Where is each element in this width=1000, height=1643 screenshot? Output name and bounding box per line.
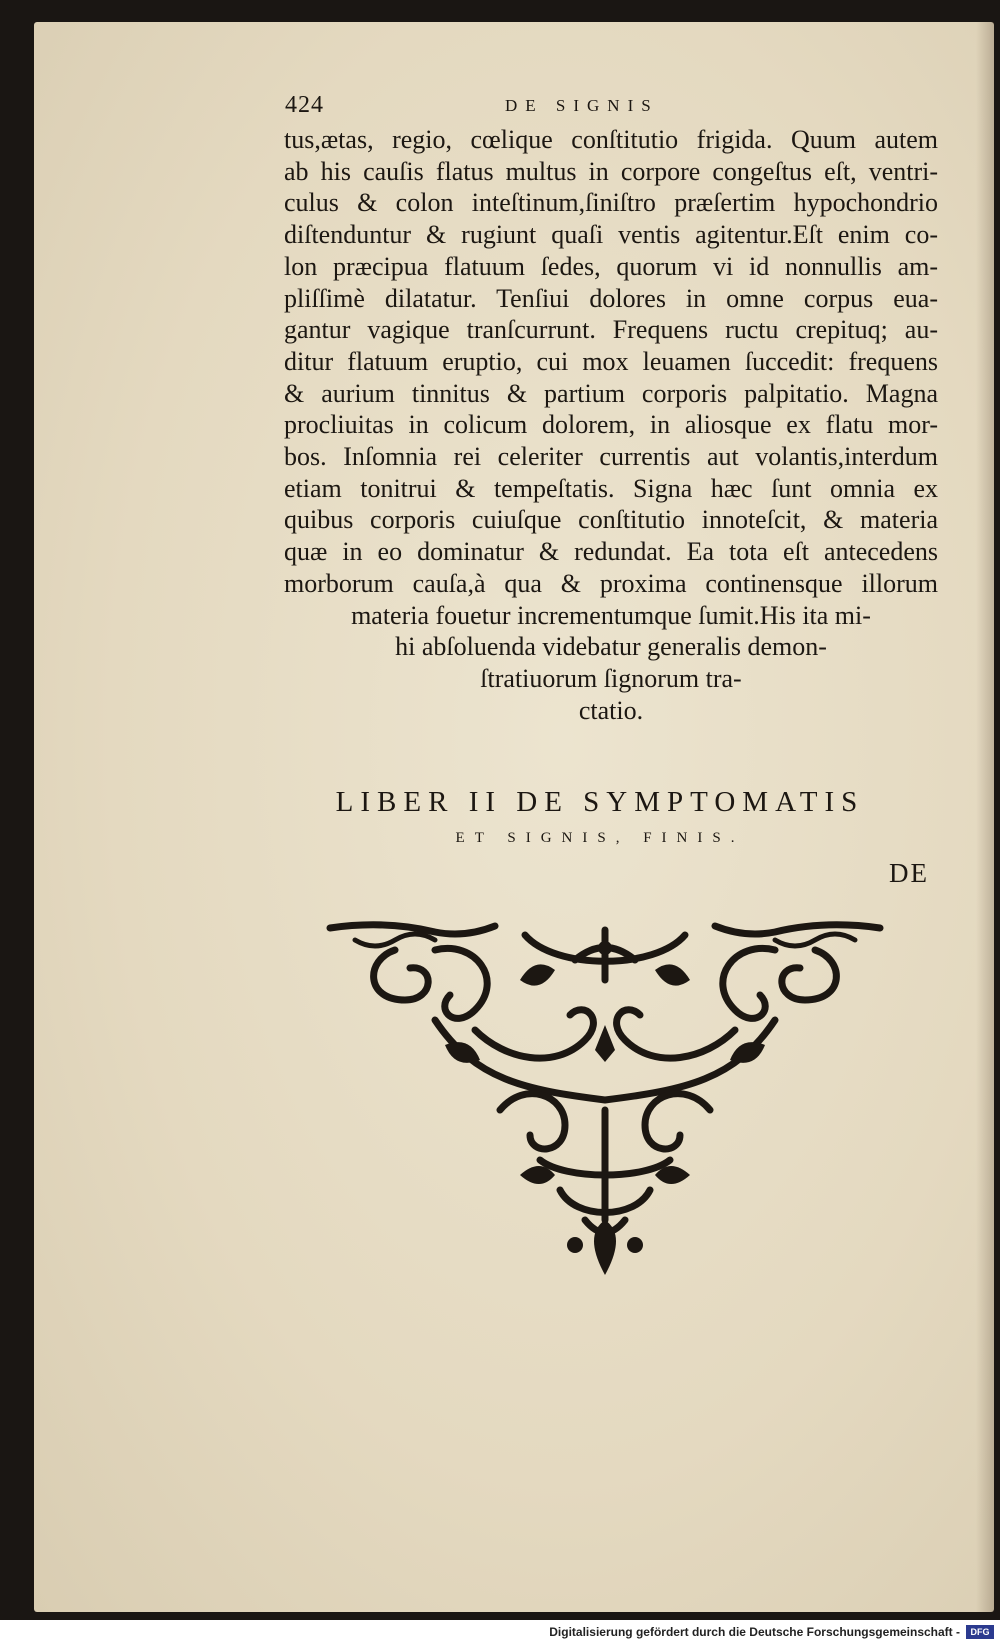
text-line: etiam tonitrui & tempeſtatis. Signa hæc ſunt omnia ex	[284, 473, 938, 503]
text-line: ditur flatuum eruptio, cui mox leuamen ſuccedit: frequens	[284, 346, 938, 376]
text-line: procliuitas in colicum dolorem, in aliosque ex flatu mor-	[284, 410, 938, 440]
running-head-title: DE SIGNIS	[505, 96, 659, 115]
book-end-subtitle: ET SIGNIS, FINIS.	[455, 830, 745, 846]
text-line: diſtenduntur & rugiunt quaſi ventis agitentur.Eſt enim co-	[284, 220, 938, 250]
text-line: ab his cauſis flatus multus in corpore congeſtus eſt, ventri-	[284, 156, 938, 186]
dfg-logo-icon: DFG	[966, 1625, 994, 1639]
catchword: DE	[889, 858, 929, 888]
running-head	[285, 92, 705, 120]
page-edge-shadow	[976, 22, 994, 1612]
text-line: pliſſimè dilatatur. Tenſiui dolores in omne corpus eua-	[284, 283, 938, 313]
text-line: culus & colon inteſtinum,ſiniſtro præſertim hypochondrio	[284, 188, 938, 218]
funding-notice: Digitalisierung gefördert durch die Deutsche Forschungsgemeinschaft -	[549, 1625, 960, 1639]
text-line: quibus corporis cuiuſque conſtitutio innoteſcit, & materia	[284, 505, 938, 535]
text-line: tus,ætas, regio, cœlique conſtitutio frigida. Quum autem	[284, 125, 938, 154]
text-line: & aurium tinnitus & partium corporis palpitatio. Magna	[284, 378, 938, 408]
page-number: 424	[285, 92, 324, 118]
text-line: lon præcipua flatuum ſedes, quorum vi id nonnullis am-	[284, 251, 938, 281]
text-line: hi abſoluenda videbatur generalis demon-	[395, 632, 827, 662]
book-end-title: LIBER II DE SYMPTOMATIS	[335, 786, 865, 818]
text-line: gantur vagique tranſcurrunt. Frequens ructu crepituq; au-	[284, 315, 938, 345]
footer-bar	[0, 1622, 1000, 1643]
text-line: ſtratiuorum ſignorum tra-	[480, 663, 742, 693]
body-text	[284, 124, 938, 726]
text-line: quæ in eo dominatur & redundat. Ea tota eſt antecedens	[284, 537, 938, 567]
ornament-tailpiece-icon	[325, 920, 885, 1275]
text-line: bos. Inſomnia rei celeriter currentis aut volantis,interdum	[284, 442, 938, 472]
text-line: materia fouetur incrementumque ſumit.His ita mi-	[351, 600, 871, 630]
text-line: morborum cauſa,à qua & proxima continensque illorum	[284, 568, 938, 598]
text-line: ctatio.	[578, 695, 644, 725]
